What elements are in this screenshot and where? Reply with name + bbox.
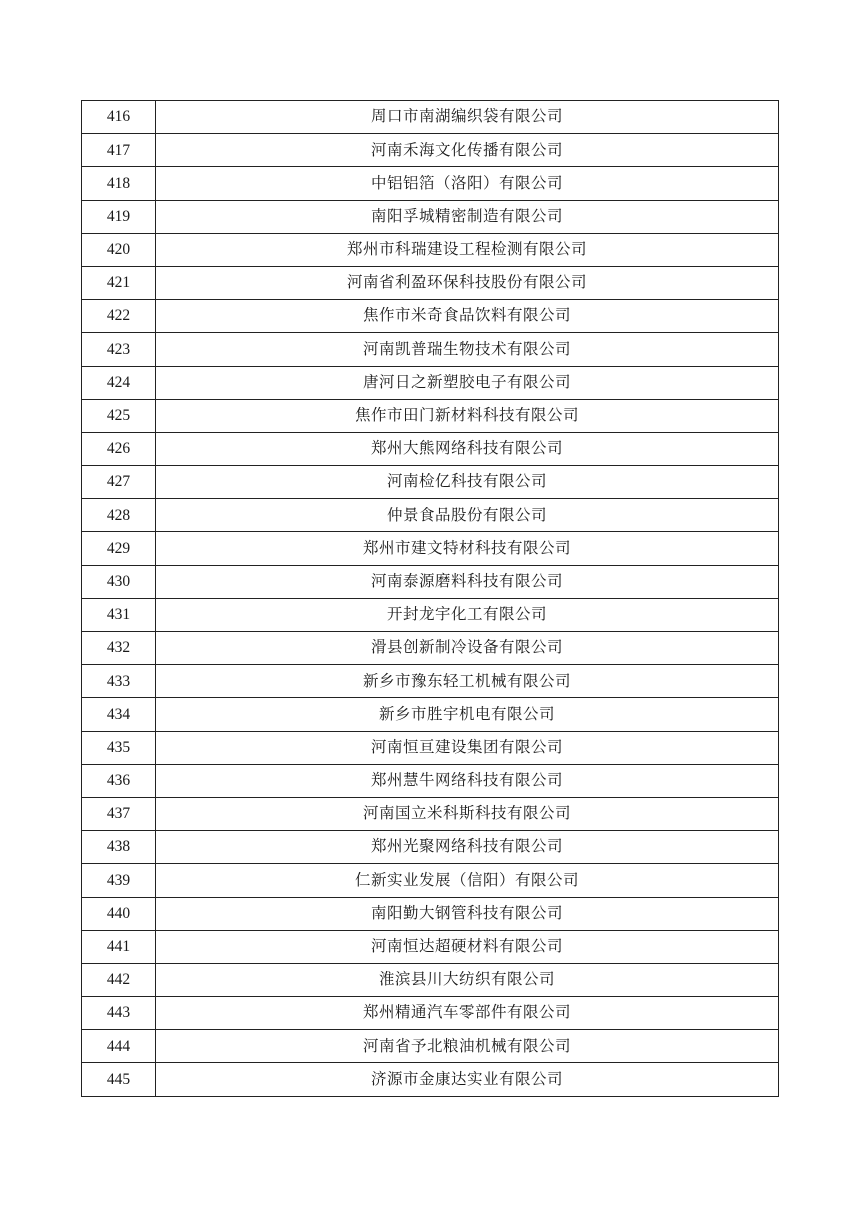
company-name: 新乡市豫东轻工机械有限公司	[156, 665, 779, 698]
row-number: 429	[82, 532, 156, 565]
company-name: 河南省予北粮油机械有限公司	[156, 1030, 779, 1063]
table-row	[82, 565, 779, 598]
row-number: 423	[82, 333, 156, 366]
table-row	[82, 432, 779, 465]
row-number: 417	[82, 134, 156, 167]
table-row	[82, 764, 779, 797]
company-name: 济源市金康达实业有限公司	[156, 1063, 779, 1096]
table-row	[82, 466, 779, 499]
table-row	[82, 333, 779, 366]
table-row	[82, 532, 779, 565]
row-number: 421	[82, 266, 156, 299]
table-row	[82, 1030, 779, 1063]
table-row	[82, 797, 779, 830]
table-row	[82, 499, 779, 532]
table-row	[82, 1063, 779, 1096]
row-number: 440	[82, 897, 156, 930]
table-row	[82, 200, 779, 233]
row-number: 431	[82, 598, 156, 631]
company-name: 河南泰源磨料科技有限公司	[156, 565, 779, 598]
row-number: 419	[82, 200, 156, 233]
row-number: 437	[82, 797, 156, 830]
table-row	[82, 300, 779, 333]
company-name: 仲景食品股份有限公司	[156, 499, 779, 532]
table-row	[82, 233, 779, 266]
company-name: 淮滨县川大纺织有限公司	[156, 963, 779, 996]
table-row	[82, 698, 779, 731]
table-row	[82, 963, 779, 996]
company-name: 周口市南湖编织袋有限公司	[156, 101, 779, 134]
company-name: 仁新实业发展（信阳）有限公司	[156, 864, 779, 897]
table-row	[82, 366, 779, 399]
company-name: 河南检亿科技有限公司	[156, 466, 779, 499]
company-list-table	[81, 100, 779, 1097]
company-name: 郑州光聚网络科技有限公司	[156, 831, 779, 864]
company-name: 新乡市胜宇机电有限公司	[156, 698, 779, 731]
company-name: 河南国立米科斯科技有限公司	[156, 797, 779, 830]
company-name: 中铝铝箔（洛阳）有限公司	[156, 167, 779, 200]
row-number: 427	[82, 466, 156, 499]
table-row	[82, 930, 779, 963]
row-number: 424	[82, 366, 156, 399]
row-number: 420	[82, 233, 156, 266]
row-number: 432	[82, 632, 156, 665]
table-row	[82, 997, 779, 1030]
row-number: 443	[82, 997, 156, 1030]
row-number: 430	[82, 565, 156, 598]
table-row	[82, 665, 779, 698]
row-number: 426	[82, 432, 156, 465]
company-name: 河南禾海文化传播有限公司	[156, 134, 779, 167]
company-name: 滑县创新制冷设备有限公司	[156, 632, 779, 665]
table-body	[82, 101, 779, 1097]
company-name: 焦作市米奇食品饮料有限公司	[156, 300, 779, 333]
row-number: 434	[82, 698, 156, 731]
company-name: 郑州慧牛网络科技有限公司	[156, 764, 779, 797]
row-number: 418	[82, 167, 156, 200]
row-number: 428	[82, 499, 156, 532]
table-row	[82, 897, 779, 930]
company-name: 郑州市科瑞建设工程检测有限公司	[156, 233, 779, 266]
company-name: 南阳孚城精密制造有限公司	[156, 200, 779, 233]
company-name: 郑州市建文特材科技有限公司	[156, 532, 779, 565]
company-name: 河南恒达超硬材料有限公司	[156, 930, 779, 963]
row-number: 436	[82, 764, 156, 797]
table-row	[82, 831, 779, 864]
row-number: 445	[82, 1063, 156, 1096]
row-number: 425	[82, 399, 156, 432]
table-row	[82, 101, 779, 134]
table-row	[82, 266, 779, 299]
row-number: 438	[82, 831, 156, 864]
row-number: 435	[82, 731, 156, 764]
company-name: 郑州精通汽车零部件有限公司	[156, 997, 779, 1030]
company-name: 河南凯普瑞生物技术有限公司	[156, 333, 779, 366]
company-name: 焦作市田门新材料科技有限公司	[156, 399, 779, 432]
company-name: 南阳勤大钢管科技有限公司	[156, 897, 779, 930]
row-number: 422	[82, 300, 156, 333]
table-row	[82, 632, 779, 665]
table-row	[82, 167, 779, 200]
company-name: 开封龙宇化工有限公司	[156, 598, 779, 631]
row-number: 441	[82, 930, 156, 963]
row-number: 439	[82, 864, 156, 897]
row-number: 433	[82, 665, 156, 698]
table-row	[82, 399, 779, 432]
table-row	[82, 598, 779, 631]
table-row	[82, 864, 779, 897]
company-name: 郑州大熊网络科技有限公司	[156, 432, 779, 465]
row-number: 416	[82, 101, 156, 134]
row-number: 444	[82, 1030, 156, 1063]
company-name: 唐河日之新塑胶电子有限公司	[156, 366, 779, 399]
company-name: 河南恒亘建设集团有限公司	[156, 731, 779, 764]
table-row	[82, 731, 779, 764]
company-name: 河南省利盈环保科技股份有限公司	[156, 266, 779, 299]
table-row	[82, 134, 779, 167]
row-number: 442	[82, 963, 156, 996]
